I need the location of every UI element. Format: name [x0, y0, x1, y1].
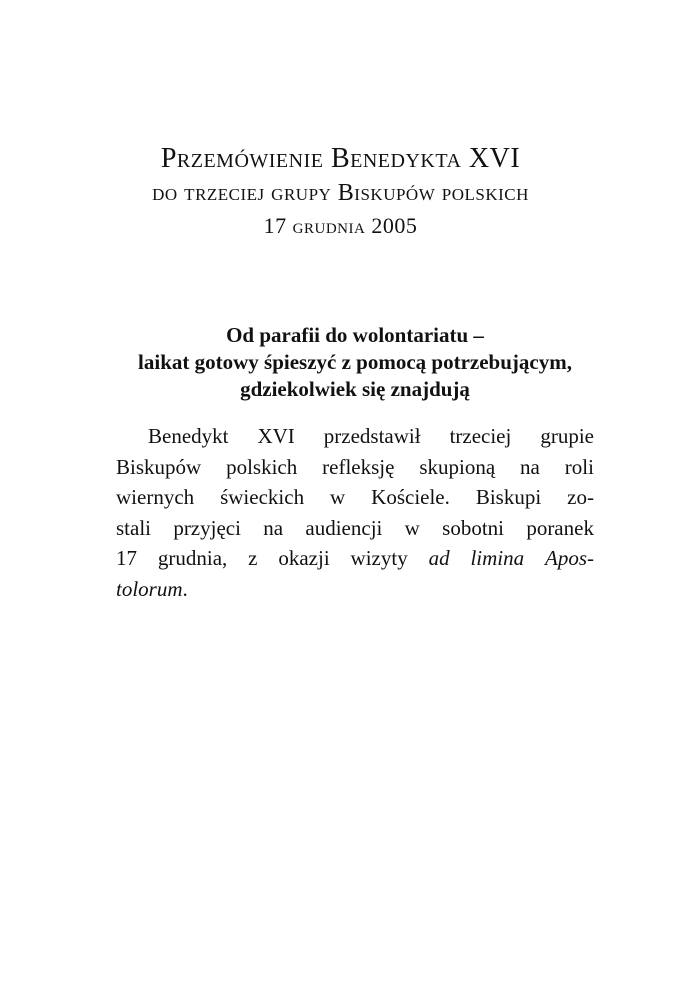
word: sobotni	[442, 515, 504, 540]
title-line-2: do trzeciej grupy Biskupów polskich	[152, 180, 529, 206]
word: wiernych	[116, 485, 195, 509]
subtitle-line-1: Od parafii do wolontariatu –	[226, 323, 484, 347]
italic-word: Apos-	[545, 546, 594, 570]
word: Benedykt	[148, 424, 229, 448]
word: refleksję	[322, 454, 395, 479]
word: przedstawił	[323, 424, 421, 448]
italic-word: ad	[428, 546, 450, 570]
word: wizyty	[350, 546, 408, 570]
word: grupie	[540, 424, 594, 448]
word: w	[404, 515, 420, 540]
word: z	[248, 546, 258, 570]
italic-word: limina	[470, 546, 525, 570]
latin-phrase-end: tolorum	[116, 576, 183, 601]
word: XVI	[257, 424, 295, 448]
word: w	[330, 485, 346, 509]
section-subtitle	[110, 322, 600, 403]
title-date: 17 grudnia 2005	[263, 213, 418, 238]
word: Biskupi	[475, 485, 542, 509]
paragraph-line-4	[116, 513, 594, 544]
word: na	[520, 454, 540, 479]
paragraph-line-3	[116, 482, 594, 513]
word: Biskupów	[116, 454, 202, 479]
paragraph-line-1	[116, 421, 594, 452]
word: stali	[116, 515, 151, 540]
word: zo-	[567, 485, 594, 509]
word: roli	[564, 454, 594, 479]
word: na	[263, 515, 284, 540]
paragraph-line-2	[116, 452, 594, 483]
title-line-1: Przemówienie Benedykta XVI	[160, 143, 521, 174]
word: skupioną	[419, 454, 496, 479]
paragraph-line-5	[116, 543, 594, 574]
word: polskich	[226, 454, 298, 479]
word: poranek	[526, 515, 594, 540]
word: 17	[116, 546, 137, 570]
word: grudnia,	[157, 546, 228, 570]
word: Kościele.	[371, 485, 450, 509]
subtitle-line-3: gdziekolwiek się znajdują	[240, 377, 470, 401]
word: świeckich	[220, 485, 305, 509]
word: przyjęci	[173, 515, 241, 540]
word: okazji	[278, 546, 330, 570]
paragraph-line-6	[116, 574, 594, 605]
sentence-period: .	[182, 576, 188, 601]
body-paragraph	[116, 421, 594, 604]
word: trzeciej	[449, 424, 512, 448]
word: audiencji	[305, 515, 383, 540]
subtitle-line-2: laikat gotowy śpieszyć z pomocą potrzebującym,	[138, 350, 572, 374]
